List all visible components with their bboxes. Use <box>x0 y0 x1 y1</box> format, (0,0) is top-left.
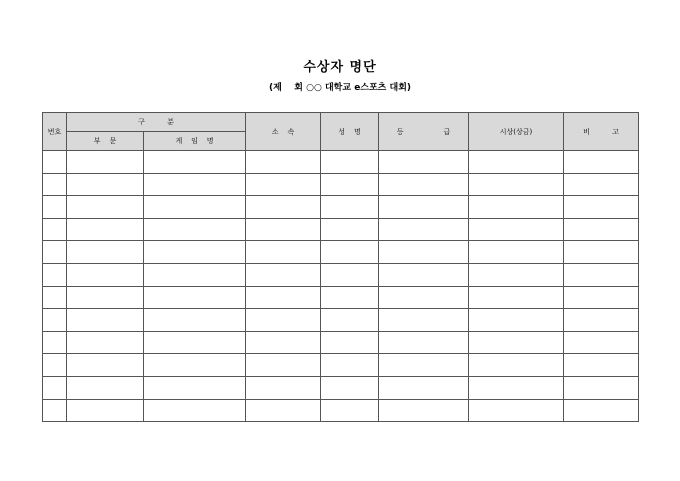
cell-remarks[interactable] <box>564 196 639 219</box>
cell-grade[interactable] <box>379 376 469 399</box>
cell-game-name[interactable] <box>144 309 246 332</box>
cell-remarks[interactable] <box>564 151 639 174</box>
cell-affiliation[interactable] <box>246 241 321 264</box>
table-row <box>43 218 639 241</box>
cell-affiliation[interactable] <box>246 376 321 399</box>
table-row <box>43 241 639 264</box>
cell-grade[interactable] <box>379 173 469 196</box>
cell-game-name[interactable] <box>144 399 246 422</box>
cell-number[interactable] <box>43 354 67 377</box>
cell-remarks[interactable] <box>564 376 639 399</box>
cell-game-name[interactable] <box>144 218 246 241</box>
cell-prize[interactable] <box>469 151 564 174</box>
cell-department[interactable] <box>67 399 144 422</box>
cell-name[interactable] <box>321 376 379 399</box>
cell-department[interactable] <box>67 263 144 286</box>
cell-remarks[interactable] <box>564 173 639 196</box>
cell-affiliation[interactable] <box>246 286 321 309</box>
cell-number[interactable] <box>43 399 67 422</box>
header-division: 구 분 <box>67 113 246 132</box>
cell-department[interactable] <box>67 196 144 219</box>
awardee-table <box>42 112 639 422</box>
cell-game-name[interactable] <box>144 354 246 377</box>
cell-prize[interactable] <box>469 241 564 264</box>
cell-affiliation[interactable] <box>246 196 321 219</box>
cell-name[interactable] <box>321 286 379 309</box>
cell-grade[interactable] <box>379 241 469 264</box>
cell-number[interactable] <box>43 309 67 332</box>
cell-affiliation[interactable] <box>246 331 321 354</box>
cell-department[interactable] <box>67 286 144 309</box>
cell-department[interactable] <box>67 173 144 196</box>
cell-grade[interactable] <box>379 399 469 422</box>
cell-prize[interactable] <box>469 286 564 309</box>
cell-affiliation[interactable] <box>246 399 321 422</box>
header-grade: 등 급 <box>379 113 469 151</box>
cell-department[interactable] <box>67 151 144 174</box>
table-row <box>43 263 639 286</box>
cell-remarks[interactable] <box>564 331 639 354</box>
cell-grade[interactable] <box>379 218 469 241</box>
cell-remarks[interactable] <box>564 399 639 422</box>
cell-prize[interactable] <box>469 399 564 422</box>
cell-prize[interactable] <box>469 263 564 286</box>
cell-name[interactable] <box>321 196 379 219</box>
cell-number[interactable] <box>43 241 67 264</box>
cell-number[interactable] <box>43 196 67 219</box>
cell-game-name[interactable] <box>144 331 246 354</box>
cell-department[interactable] <box>67 354 144 377</box>
cell-game-name[interactable] <box>144 196 246 219</box>
cell-grade[interactable] <box>379 354 469 377</box>
cell-game-name[interactable] <box>144 173 246 196</box>
cell-affiliation[interactable] <box>246 354 321 377</box>
cell-game-name[interactable] <box>144 241 246 264</box>
cell-prize[interactable] <box>469 218 564 241</box>
cell-name[interactable] <box>321 309 379 332</box>
cell-prize[interactable] <box>469 173 564 196</box>
table-body <box>43 151 639 422</box>
table-row <box>43 151 639 174</box>
cell-name[interactable] <box>321 331 379 354</box>
cell-number[interactable] <box>43 331 67 354</box>
header-number: 번호 <box>43 113 67 151</box>
cell-name[interactable] <box>321 151 379 174</box>
cell-remarks[interactable] <box>564 309 639 332</box>
cell-department[interactable] <box>67 241 144 264</box>
cell-name[interactable] <box>321 241 379 264</box>
cell-number[interactable] <box>43 263 67 286</box>
header-prize: 시상(상금) <box>469 113 564 151</box>
cell-remarks[interactable] <box>564 263 639 286</box>
cell-number[interactable] <box>43 286 67 309</box>
cell-prize[interactable] <box>469 331 564 354</box>
table-row <box>43 196 639 219</box>
cell-grade[interactable] <box>379 196 469 219</box>
cell-prize[interactable] <box>469 309 564 332</box>
cell-number[interactable] <box>43 151 67 174</box>
cell-affiliation[interactable] <box>246 309 321 332</box>
cell-game-name[interactable] <box>144 151 246 174</box>
cell-remarks[interactable] <box>564 241 639 264</box>
cell-department[interactable] <box>67 218 144 241</box>
table-row <box>43 354 639 377</box>
header-remarks: 비 고 <box>564 113 639 151</box>
cell-grade[interactable] <box>379 309 469 332</box>
cell-affiliation[interactable] <box>246 173 321 196</box>
cell-department[interactable] <box>67 331 144 354</box>
cell-department[interactable] <box>67 376 144 399</box>
cell-game-name[interactable] <box>144 286 246 309</box>
cell-affiliation[interactable] <box>246 151 321 174</box>
header-affiliation: 소 속 <box>246 113 321 151</box>
cell-grade[interactable] <box>379 331 469 354</box>
cell-name[interactable] <box>321 354 379 377</box>
document-subtitle: (제 회 ○○ 대학교 e스포츠 대회) <box>268 83 412 93</box>
cell-affiliation[interactable] <box>246 218 321 241</box>
header-department: 부 문 <box>67 132 144 151</box>
header-game-name: 게 임 명 <box>144 132 246 151</box>
table-row <box>43 376 639 399</box>
cell-grade[interactable] <box>379 151 469 174</box>
cell-game-name[interactable] <box>144 263 246 286</box>
cell-name[interactable] <box>321 173 379 196</box>
cell-name[interactable] <box>321 218 379 241</box>
cell-remarks[interactable] <box>564 354 639 377</box>
cell-game-name[interactable] <box>144 376 246 399</box>
cell-grade[interactable] <box>379 286 469 309</box>
table-row <box>43 173 639 196</box>
cell-grade[interactable] <box>379 263 469 286</box>
table-row <box>43 286 639 309</box>
cell-remarks[interactable] <box>564 218 639 241</box>
cell-number[interactable] <box>43 173 67 196</box>
cell-number[interactable] <box>43 218 67 241</box>
cell-remarks[interactable] <box>564 286 639 309</box>
cell-prize[interactable] <box>469 376 564 399</box>
cell-prize[interactable] <box>469 354 564 377</box>
table-row <box>43 399 639 422</box>
cell-affiliation[interactable] <box>246 263 321 286</box>
cell-department[interactable] <box>67 309 144 332</box>
document-title: 수상자 명단 <box>303 60 377 75</box>
cell-number[interactable] <box>43 376 67 399</box>
header-name: 성 명 <box>321 113 379 151</box>
table-row <box>43 331 639 354</box>
cell-name[interactable] <box>321 263 379 286</box>
cell-prize[interactable] <box>469 196 564 219</box>
table-row <box>43 309 639 332</box>
cell-name[interactable] <box>321 399 379 422</box>
